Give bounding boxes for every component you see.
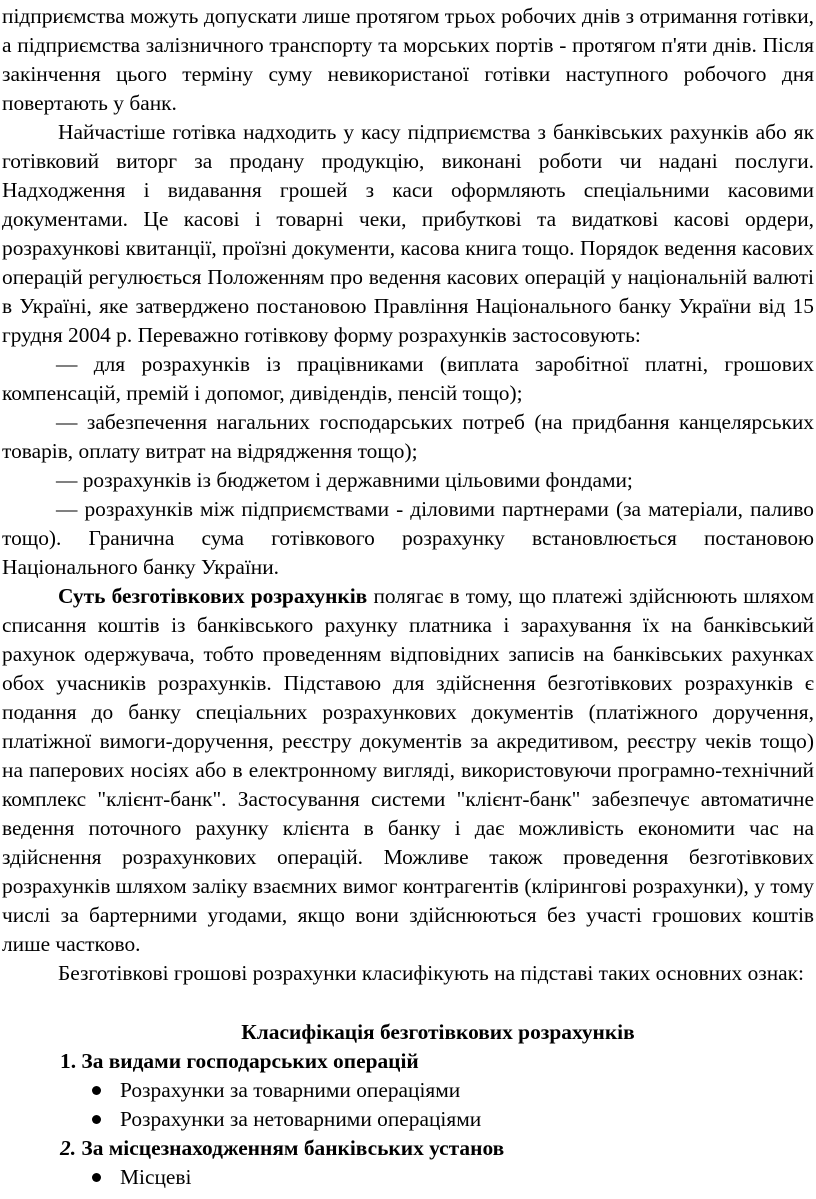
section-1-label: За видами господарських операцій	[81, 1049, 419, 1073]
list-item-label: Місцеві	[120, 1165, 192, 1189]
list-item-label: Розрахунки за нетоварними операціями	[120, 1107, 482, 1131]
section-2-title	[2, 1134, 814, 1163]
section-1-number: 1.	[60, 1049, 77, 1073]
dash-item-employees: — для розрахунків із працівниками (виплата заробітної платні, грошових компенсацій, премій і допомог, дивідендів, пенсій тощо);	[2, 352, 814, 405]
dash-item-budget: — розрахунків із бюджетом і державними цільовими фондами;	[56, 468, 633, 492]
list-item	[2, 1105, 814, 1134]
bullet-icon	[92, 1086, 101, 1095]
bullet-icon	[92, 1173, 101, 1182]
section-2-label: За місцезнаходженням банківських установ	[81, 1136, 505, 1160]
dash-item-needs: — забезпечення нагальних господарських потреб (на придбання канцелярських товарів, оплату витрат на відрядження тощо);	[2, 410, 814, 463]
dash-item-partners: — розрахунків між підприємствами - діловими партнерами (за матеріали, паливо тощо). Гранична сума готівкового розрахунку встановлюється постановою Національного банку України.	[2, 497, 814, 579]
classification-heading: Класифікація безготівкових розрахунків	[241, 1020, 635, 1044]
section-2-number: 2.	[60, 1136, 77, 1160]
section-1-title	[2, 1047, 814, 1076]
paragraph-cash-return: підприємства можуть допускати лише протягом трьох робочих днів з отримання готівки, а підприємства залізничного транспорту та морських портів - протягом п'яти днів. Після закінчення цього терміну суму невикористаної готівки наступного робочого дня повертають у банк.	[2, 4, 814, 115]
list-item	[2, 1076, 814, 1105]
term-non-cash-essence: Суть безготівкових розрахунків	[58, 584, 368, 608]
paragraph-non-cash-essence-text: полягає в тому, що платежі здійснюють шляхом списання коштів із банківського рахунку платника і зарахування їх на банківський рахунок одержувача, тобто проведенням відповідних записів на банківських рахунках обох учасників розрахунків. Підставою для здійснення безготівкових розрахунків є подання до банку спеціальних розрахункових документів (платіжного доручення, платіжної вимоги-доручення, реєстру документів за акредитивом, реєстру чеків тощо) на паперових носіях або в електронному вигляді, використовуючи програмно-технічний комплекс "клієнт-банк". Застосування системи "клієнт-банк" забезпечує автоматичне ведення поточного рахунку клієнта в банку і дає можливість економити час на здійснення розрахункових операцій. Можливе також проведення безготівкових розрахунків шляхом заліку взаємних вимог контрагентів (клірингові розрахунки), у тому числі за бартерними угодами, якщо вони здійснюються без участі грошових коштів лише частково.	[2, 584, 814, 956]
section-2-list	[2, 1163, 814, 1192]
paragraph-classification-intro: Безготівкові грошові розрахунки класифікують на підставі таких основних ознак:	[58, 961, 804, 985]
list-item	[2, 1163, 814, 1192]
paragraph-non-cash-essence	[2, 582, 814, 959]
paragraph-cash-receipt: Найчастіше готівка надходить у касу підприємства з банківських рахунків або як готівковий виторг за продану продукцію, виконані роботи чи надані послуги. Надходження і видавання грошей з каси оформляють спеціальними касовими документами. Це касові і товарні чеки, прибуткові та видаткові касові ордери, розрахункові квитанції, проїзні документи, касова книга тощо. Порядок ведення касових операцій регулюється Положенням про ведення касових операцій у національній валюті в Україні, яке затверджено постановою Правління Національного банку України від 15 грудня 2004 р. Переважно готівкову форму розрахунків застосовують:	[2, 120, 814, 347]
list-item-label: Розрахунки за товарними операціями	[120, 1078, 461, 1102]
bullet-icon	[92, 1115, 101, 1124]
section-1-list	[2, 1076, 814, 1134]
